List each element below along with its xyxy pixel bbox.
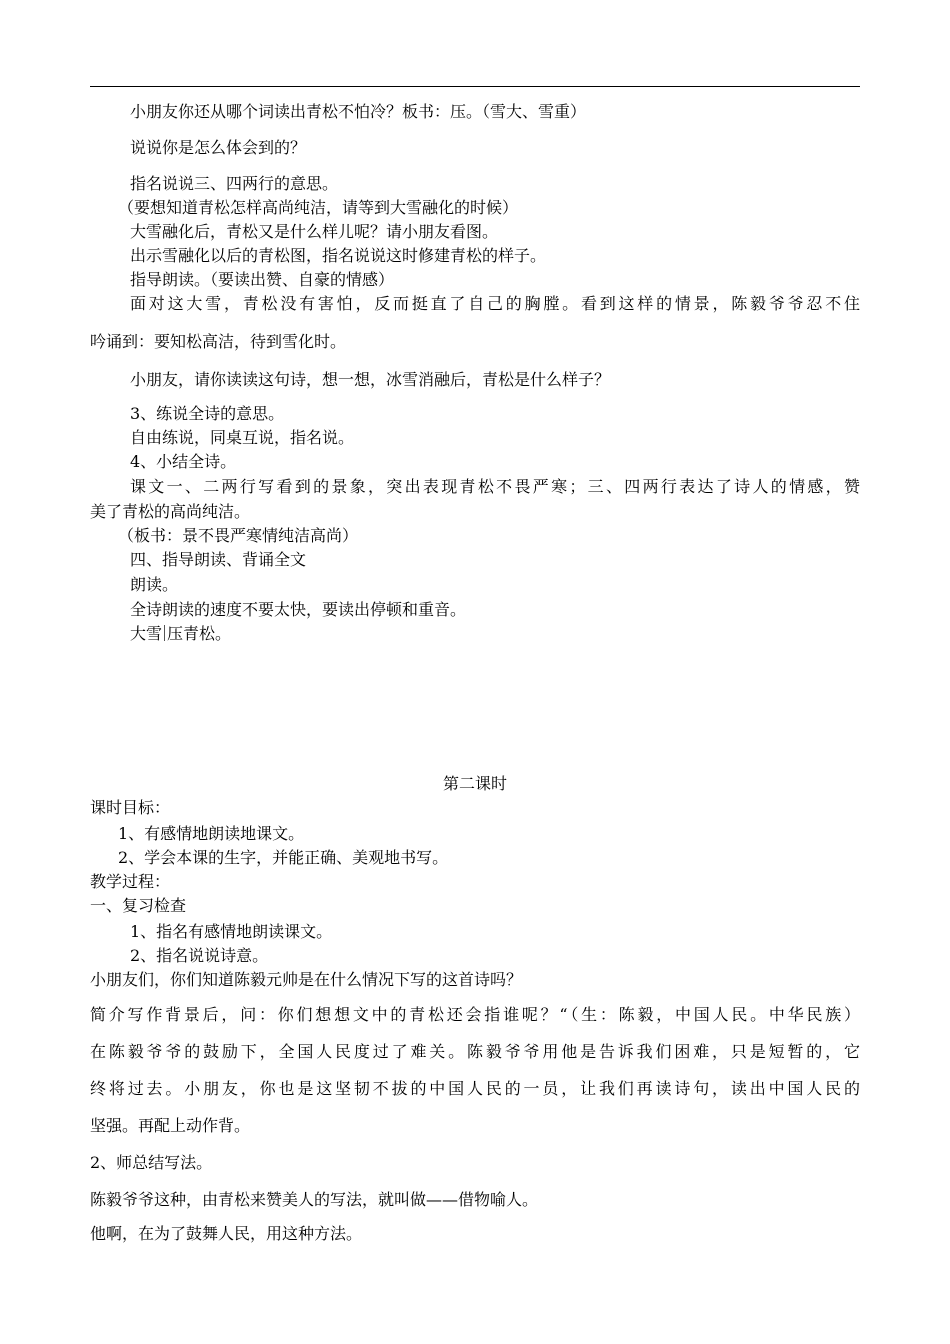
paragraph-line: 指导朗读。（要读出赞、自豪的情感） [130,270,395,289]
paragraph-line: 课文一、二两行写看到的景象，突出表现青松不畏严寒；三、四两行表达了诗人的情感，赞 [130,477,860,496]
paragraph-line: 小朋友你还从哪个词读出青松不怕冷？板书：压。（雪大、雪重） [130,102,587,121]
paragraph-line: 小朋友，请你读读这句诗，想一想，冰雪消融后，青松是什么样子？ [130,370,611,389]
paragraph-line: 全诗朗读的速度不要太快，要读出停顿和重音。 [130,600,467,619]
paragraph-line: 吟诵到：要知松高洁，待到雪化时。 [90,332,347,351]
paragraph-line: 3、练说全诗的意思。 [130,404,285,423]
paragraph-line: 2、学会本课的生字，并能正确、美观地书写。 [118,848,449,867]
header-rule [90,86,860,87]
poem-fragment: 压青松。 [167,624,232,643]
paragraph-line: 1、有感情地朗读地课文。 [118,824,305,843]
paragraph-line: 在陈毅爷爷的鼓励下，全国人民度过了难关。陈毅爷爷用他是告诉我们困难，只是短暂的，它 [90,1042,860,1061]
paragraph-line: 四、指导朗读、背诵全文 [130,550,307,569]
paragraph-line: （板书：景不畏严寒情纯洁高尚） [118,526,359,545]
paragraph-line: 一、复习检查 [90,896,187,915]
paragraph-line: 2、师总结写法。 [90,1153,213,1172]
paragraph-line: 2、指名说说诗意。 [130,946,269,965]
paragraph-line: 朗读。 [130,575,179,594]
paragraph-line: 指名说说三、四两行的意思。 [130,174,339,193]
paragraph-line: 4、小结全诗。 [130,452,237,471]
paragraph-line: 出示雪融化以后的青松图，指名说说这时修建青松的样子。 [130,246,547,265]
poem-fragment: 大雪 [130,624,163,643]
pause-mark [164,625,165,641]
paragraph-line: 课时目标： [90,798,171,817]
paragraph-line: 坚强。再配上动作背。 [90,1116,251,1135]
paragraph-line: 说说你是怎么体会到的？ [130,138,307,157]
paragraph-line: 终将过去。小朋友，你也是这坚韧不拔的中国人民的一员，让我们再读诗句，读出中国人民的 [90,1079,860,1098]
paragraph-line: 简介写作背景后，问：你们想想文中的青松还会指谁呢？“（生：陈毅，中国人民。中华民族） [90,1005,860,1024]
paragraph-line: 小朋友们，你们知道陈毅元帅是在什么情况下写的这首诗吗？ [90,970,523,989]
paragraph-line: （要想知道青松怎样高尚纯洁，请等到大雪融化的时候） [118,198,519,217]
paragraph-line: 1、指名有感情地朗读课文。 [130,922,333,941]
paragraph-line: 教学过程： [90,872,171,891]
paragraph-line: 他啊，在为了鼓舞人民，用这种方法。 [90,1224,363,1243]
paragraph-line: 陈毅爷爷这种，由青松来赞美人的写法，就叫做——借物喻人。 [90,1190,539,1209]
paragraph-line [130,624,231,644]
section-title: 第二课时 [442,774,507,793]
paragraph-line: 大雪融化后，青松又是什么样儿呢？请小朋友看图。 [130,222,499,241]
paragraph-line: 面对这大雪，青松没有害怕，反而挺直了自己的胸膛。看到这样的情景，陈毅爷爷忍不住 [130,294,860,313]
paragraph-line: 美了青松的高尚纯洁。 [90,502,251,521]
paragraph-line: 自由练说，同桌互说，指名说。 [130,428,355,447]
